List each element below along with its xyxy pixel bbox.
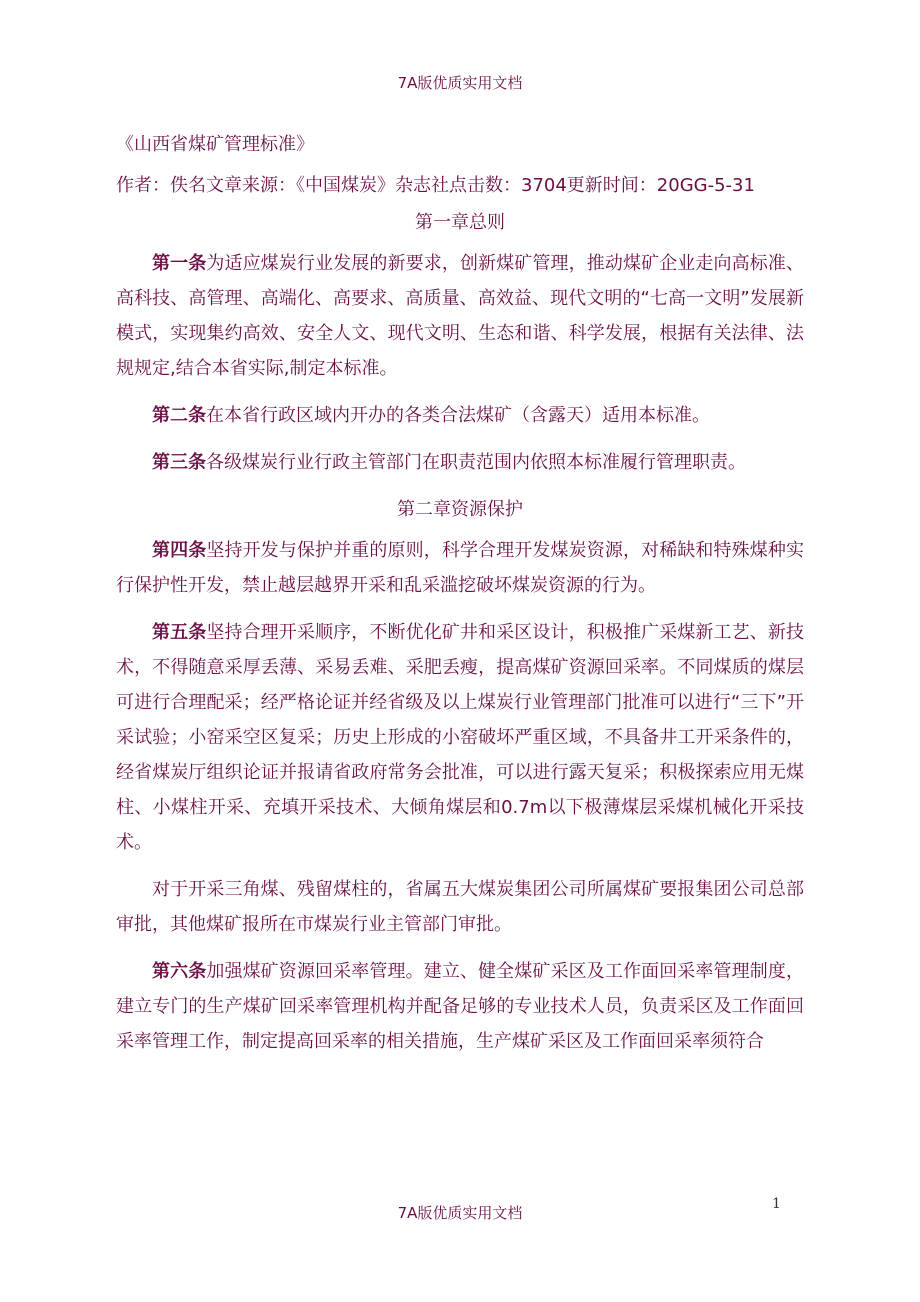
article-label: 第三条	[152, 452, 206, 473]
article-text: 为适应煤炭行业发展的新要求，创新煤矿管理，推动煤矿企业走向高标准、高科技、高管理、高端化、高要求、高质量、高效益、现代文明的“七高一文明”发展新模式，实现集约高效、安全人文、现代文明、生态和谐、科学发展，根据有关法律、法规规定,结合本省实际,制定本标准。	[116, 253, 804, 379]
article-6	[116, 954, 804, 1059]
article-label: 第六条	[152, 961, 207, 982]
article-text: 坚持合理开采顺序，不断优化矿井和采区设计，积极推广采煤新工艺、新技术，不得随意采厚丢薄、采易丢难、采肥丢瘦，提高煤矿资源回采率。不同煤质的煤层可进行合理配采；经严格论证并经省级及以上煤炭行业管理部门批准可以进行“三下”开采试验；小窑采空区复采；历史上形成的小窑破坏严重区域，不具备井工开采条件的，经省煤炭厅组织论证并报请省政府常务会批准，可以进行露天复采；积极探索应用无煤柱、小煤柱开采、充填开采技术、大倾角煤层和0.7m以下极薄煤层采煤机械化开采技术。	[116, 622, 804, 853]
page-header: 7A版优质实用文档	[397, 74, 523, 92]
chapter-heading-1: 第一章总则	[415, 212, 505, 233]
article-2	[116, 398, 804, 433]
document-title: 《山西省煤矿管理标准》	[116, 134, 314, 155]
article-text: 在本省行政区域内开办的各类合法煤矿（含露天）适用本标准。	[206, 405, 710, 426]
article-label: 第二条	[152, 405, 206, 426]
article-5	[116, 615, 804, 860]
article-label: 第五条	[152, 622, 207, 643]
article-text: 加强煤矿资源回采率管理。建立、健全煤矿采区及工作面回采率管理制度，建立专门的生产煤矿回采率管理机构并配备足够的专业技术人员，负责采区及工作面回采率管理工作，制定提高回采率的相关措施，生产煤矿采区及工作面回采率须符合	[116, 961, 804, 1052]
article-5-supplement	[116, 872, 804, 942]
article-text: 坚持开发与保护并重的原则，科学合理开发煤炭资源，对稀缺和特殊煤种实行保护性开发，禁止越层越界开采和乱采滥挖破坏煤炭资源的行为。	[116, 540, 804, 596]
article-text: 各级煤炭行业行政主管部门在职责范围内依照本标准履行管理职责。	[206, 452, 746, 473]
page-footer: 7A版优质实用文档	[397, 1204, 523, 1222]
article-1	[116, 246, 804, 386]
page-number: 1	[772, 1196, 781, 1212]
article-4	[116, 533, 804, 603]
chapter-heading-2: 第二章资源保护	[397, 499, 523, 520]
article-label: 第四条	[152, 540, 207, 561]
document-body	[116, 127, 804, 1071]
article-text: 对于开采三角煤、残留煤柱的，省属五大煤炭集团公司所属煤矿要报集团公司总部审批，其他煤矿报所在市煤炭行业主管部门审批。	[116, 879, 804, 935]
document-meta: 作者：佚名文章来源：《中国煤炭》杂志社点击数：3704更新时间：20GG-5-31	[116, 175, 755, 196]
article-label: 第一条	[152, 253, 207, 274]
article-3	[116, 445, 804, 480]
